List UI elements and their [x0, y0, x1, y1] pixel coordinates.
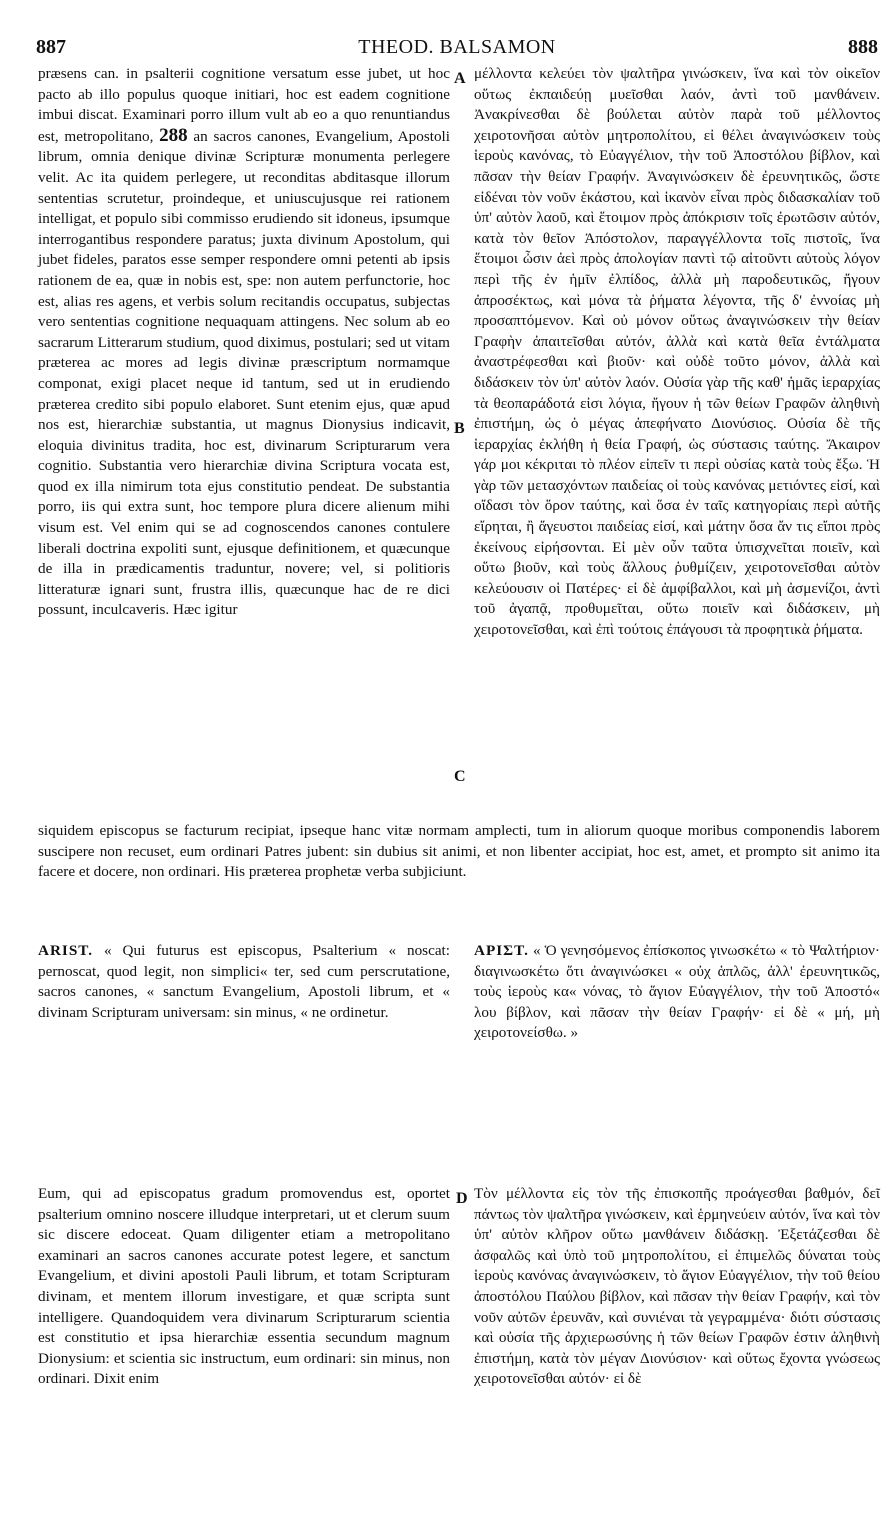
latin-text-a-pre: præsens can. in psalterii cognitione versatum esse jubet, ut hoc pacto ab illo populus quoque initiari, hoc est eadem cognitione imbui discat. Examinari porro illum vult ab eo a quo renuntiandus est, metropolitano, — [38, 65, 450, 145]
aristenus-latin-label: ARIST. — [38, 942, 94, 959]
aristenus-greek — [474, 941, 880, 1163]
latin-text-a-post: an sacros canones, Evangelium, Apostoli librum, omnia denique divinæ Scripturæ monumenta perlegere velit. Ac ita quidem perlegere, ut reconditas abditasque illorum sententias scrutetur, proindeque, et uniuscujusque rei rationem intelligat, et populo sibi commisso erudiendo sit idoneus, ipsumque interrogantibus respondere paratus; juxta divinum Apostolum, qui jubet fideles, paratos esse semper respondere omni petenti ab ipsis rationem de ea, quæ in nobis est, spe: non autem perfunctorie, hoc est, alias res agens, et verbis solum recitandis occupatus, subjectas vero sententias cognitione nequaquam attingens. Nec solum ab eo sacrarum Litterarum studium, quod diximus, postulari; sed ut vitam præterea ac mores ad legis divinæ præscriptum normamque componat, exigi placet neque id tantum, sed ut in erudiendo præterea credito sibi populo elaboret. Sunt etenim ejus, quæ apud nos est, hierarchiæ substantia, ut magnus Dionysius indicavit, eloquia divinitus tradita, hoc est, divinarum Scripturarum vera cognitio. Substantia vero hierarchiæ divina Scriptura vocata est, quod ex illa nimirum tota ejus constitutio pendeat. De substantia porro, iis qui extra sunt, hoc tempore plura dicere alienum mihi visum est. Vel enim qui se ad cognoscendos canones contulere liberali doctrina expoliti sunt, ejusque definitionem, et quæcunque de illa in prædicamentis traduntur, novere; vel, si politioris litteraturæ ignari sunt, frustra illis, quæcunque hac de re dici possunt, inculcaveris. Hæc igitur — [38, 127, 450, 619]
full-width-text: siquidem episcopus se facturum recipiat, ipseque hanc vitæ normam amplecti, tum in aliorum quoque moribus componendis laborem suscipere non recuset, eum ordinari Patres jubent: sin dubius sit animi, et non libenter accipiat, hoc est, amet, et prompto sit animo ita facere et docere, non ordinari. His præterea prophetæ verba subjiciunt. — [38, 822, 880, 881]
latin-column-a — [38, 64, 450, 806]
aristenus-latin-paragraph — [38, 941, 450, 1023]
page-number-right: 888 — [848, 36, 878, 58]
aristenus-greek-label: ΑΡΙΣΤ. — [474, 942, 529, 959]
page-header — [36, 36, 878, 60]
aristenus-latin-text: « Qui futurus est episcopus, Psalterium « noscat: pernoscat, quod legit, non simplici« ter, sed cum perscrutatione, sacros canones, « sanctum Evangelium, Apostoli librum, et « divinam Scripturam universam: sin minus, « ne ordinetur. — [38, 942, 450, 1021]
aristenus-greek-paragraph — [474, 941, 880, 1044]
margin-marker-b: B — [454, 420, 465, 437]
full-width-paragraph — [38, 806, 880, 930]
greek-column-a — [474, 64, 880, 806]
latin-paragraph-a — [38, 64, 450, 621]
latin-paragraph-d: Eum, qui ad episcopatus gradum promovendus est, oportet psalterium omnino noscere illudque interpretari, ut et clerum suum sic discere edoceat. Quam diligenter etiam a metropolitano examinari an sacros canones accurate potest legere, et sanctum Evangelium, et divini apostoli Pauli librum, et totam Scripturam divinam, et mentem illorum investigare, et quæ scripta sunt intelligere. Quandoquidem vera divinarum Scripturarum scientia est constitutio et ipsa hierarchiæ essentia secundum magnum Dionysium: et scientia sic instructum, eum ordinari: sin minus, non ordinari. Dixit enim — [38, 1185, 450, 1388]
greek-paragraph-d: Τὸν μέλλοντα εἰς τὸν τῆς ἐπισκοπῆς προάγεσθαι βαθμόν, δεῖ πάντως τὸν ψαλτῆρα γινώσκειν, καὶ ἑρμηνεύειν αὐτόν, ἵνα καὶ τὸν ὑπ' αὐτὸν κλῆρον οὕτω μανθάνειν διδάσκῃ. Ἐξετάζεσθαι δὲ ἀσφαλῶς καὶ ὑπὸ τοῦ μητροπολίτου, εἰ ἐπιμελῶς δύναται τοὺς ἱεροὺς κανόνας ἀναγινώσκειν, τὸ ἅγιον Εὐαγγέλιον, τὴν τοῦ θείου ἀποστόλου Παύλου βίβλον, καὶ πᾶσαν τὴν θείαν Γραφήν, καὶ τὸν νοῦν αὐτῶν ἐρευνᾶν, καὶ συνιέναι τὰ γεγραμμένα· διότι σύστασις καὶ οὐσία τῆς ἀρχιερωσύνης ἡ τῶν θείων Γραφῶν ἐστιν ἀληθινὴ ἐπιστήμη, κατὰ τὸν μέγαν Διονύσιον· καὶ οὕτως ἔχοντα γνώσεως χειροτονεῖσθαι αὐτόν· εἰ δὲ — [474, 1185, 880, 1388]
greek-column-d — [474, 1184, 880, 1520]
margin-marker-a: A — [454, 70, 466, 87]
page-number-left: 887 — [36, 36, 66, 58]
running-title: THEOD. BALSAMON — [358, 36, 556, 58]
margin-marker-d: D — [456, 1190, 468, 1207]
greek-paragraph-a: μέλλοντα κελεύει τὸν ψαλτῆρα γινώσκειν, ἵνα καὶ τὸν οἰκεῖον οὕτως ἐκπαιδεύῃ μυεῖσθαι λαόν, ἀντὶ τοῦ μανθάνειν. Ἀνακρίνεσθαι δὲ βούλεται αὐτὸν παρὰ τοῦ μέλλοντος χειροτονῆσαι αὐτὸν μητροπολίτου, εἰ θέλει ἀναγινώσκειν τοὺς ἱεροὺς κανόνας, τὸ Εὐαγγέλιον, τὴν τοῦ Ἀποστόλου βίβλον, καὶ πᾶσαν τὴν θείαν Γραφήν. Ἀναγινώσκειν δὲ ἐρευνητικῶς, ὥστε εἰδέναι τὸν νοῦν ἑκάστου, καὶ ἱκανὸν εἶναι πρὸς διδασκαλίαν τοῦ ὑπ' αὐτὸν λαοῦ, καὶ ἕτοιμον πρὸς ἀπόκρισιν τοῖς ἐρωτῶσιν αὐτόν, κατὰ τὸν θεῖον Ἀπόστολον, παραγγέλλοντα τοῖς πιστοῖς, ἵνα ἕτοιμοι ὦσιν ἀεὶ πρὸς ἀπολογίαν παντὶ τῷ αἰτοῦντι αὐτοὺς λόγον περὶ τῆς ἐν ἡμῖν ἐλπίδος, ἀλλὰ μὴ παροδευτικῶς, ἤγουν ἀπροσέκτως, καὶ μόνα τὰ ῥήματα λέγοντα, τῆς δ' ἐννοίας μὴ προσαπτόμενον. Καὶ οὐ μόνον οὕτως ἀναγινώσκειν τὴν θείαν Γραφὴν ἀπαιτεῖσθαι αὐτόν, ἀλλὰ καὶ κατὰ θεῖα ἐντάλματα ἀναστρέφεσθαι καὶ βιοῦν· καὶ οὐδὲ τοῦτο μόνον, ἀλλὰ καὶ διδάσκειν τὸν ὑπ' αὐτὸν λαόν. Οὐσία γὰρ τῆς καθ' ἡμᾶς ἱεραρχίας τὰ θεοπαράδοτά εἰσι λόγια, ἤγουν ἡ τῶν θείων Γραφῶν ἀληθινὴ ἐπιστήμη, ὡς ὁ μέγας ἀπεφήνατο Διονύσιος. Οὐσία δὲ τῆς ἱεραρχίας ἐκλήθη ἡ θεία Γραφή, ὡς σύστασις ταύτης. Ἄκαιρον γάρ μοι κέκριται τὸ πλέον εἰπεῖν τι περὶ οὐσίας κατὰ τοὺς ἔξω. Ἡ γὰρ τῶν μετασχόντων παιδείας οἱ τοὺς κανόνας μετιόντες εἰσί, καὶ οἴδασι τὸν ὅρον ταύτης, καὶ ὅσα ἐν ταῖς κατηγορίαις περὶ αὐτῆς εἴρηται, ἢ ἄγευστοι παιδείας εἰσί, καὶ μάτην ὅσα ἄν τις εἴποι πρὸς ἐκείνους εἰρήσονται. Εἰ μὲν οὖν ταῦτα ὑπισχνεῖται ποιεῖν, καὶ οὕτω βιοῦν, καὶ τοὺς ἄλλους ῥυθμίζειν, χειροτονεῖσθαι αὐτὸν κελεύουσιν οἱ Πατέρες· εἰ δὲ ἀμφίβαλλοι, καὶ μὴ ἀσμενίζοι, ἀντὶ τοῦ ἀγαπᾷ, προθυμεῖται, οὕτω ποιεῖν καὶ διδάσκειν, μὴ χειροτονεῖσθαι, καὶ ἐπὶ τούτοις ἐπάγουσι τὰ προφητικὰ ῥήματα. — [474, 65, 880, 639]
margin-marker-c: C — [454, 768, 466, 785]
latin-column-d — [38, 1184, 450, 1520]
column-number: 288 — [159, 124, 188, 146]
aristenus-latin — [38, 941, 450, 1163]
aristenus-greek-text: « Ὁ γενησόμενος ἐπίσκοπος γινωσκέτω « τὸ Ψαλτήριον· διαγινωσκέτω ὅτι ἀναγινώσκει « οὐχ ἁπλῶς, ἀλλ' ἐρευνητικῶς, τοὺς ἱεροὺς κα« νόνας, τὸ ἅγιον Εὐαγγέλιον, τὴν τοῦ Ἀποστό« λου βίβλον, καὶ πᾶσαν τὴν θείαν Γραφήν· εἰ δὲ « μή, μὴ χειροτονείσθω. » — [474, 942, 880, 1042]
